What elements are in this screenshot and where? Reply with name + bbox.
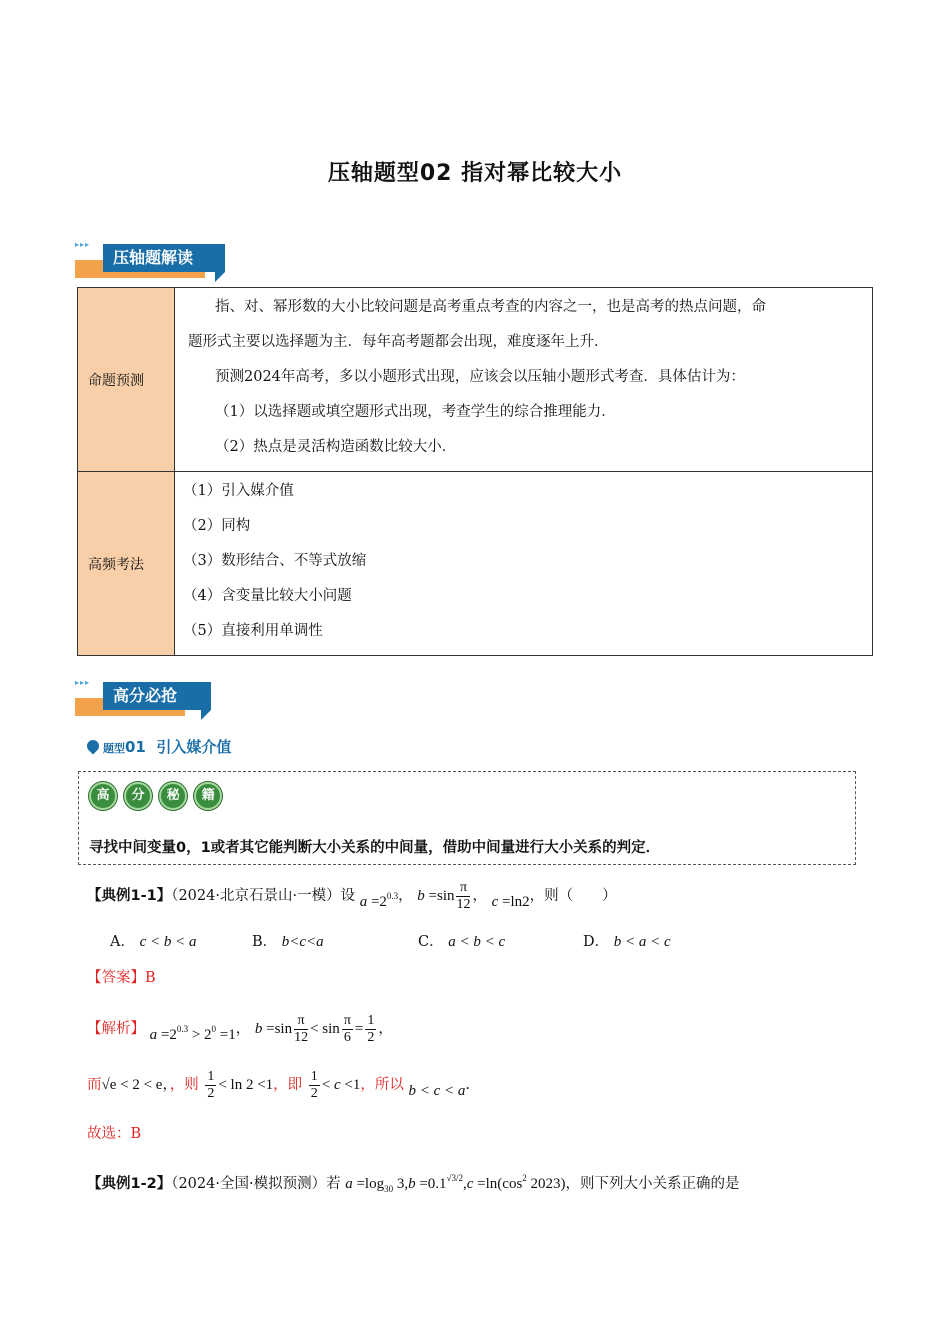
badge-char: 秘 bbox=[159, 782, 187, 810]
example-1-2-question: 【典例1-2】（2024·全国·模拟预测）若 $a =\log_{30}$ $3,b =0.1^{√3/2},c =\ln(\cos^2$ 2023)，则下列大小关系正确的是 bbox=[87, 1173, 740, 1194]
tip-badges bbox=[89, 782, 224, 810]
choose-line: 故选：B bbox=[87, 1126, 142, 1142]
option-c: C． a < b < c bbox=[418, 934, 506, 950]
section-banner-score bbox=[75, 678, 220, 722]
option-a: A． c < b < a bbox=[110, 934, 197, 950]
badge-char: 籍 bbox=[194, 782, 222, 810]
option-b: B． b<c<a bbox=[252, 934, 324, 950]
badge-char: 分 bbox=[124, 782, 152, 810]
banner-label: 高分必抢 bbox=[103, 682, 211, 710]
option-d: D． b < a < c bbox=[583, 934, 671, 950]
section-heading: 题型01 引入媒介值 bbox=[87, 736, 231, 757]
analysis-line-2: 而√e < 2 < e，，则 $\frac{1}{2}$ < ln 2 <1，即 $\frac{1}{2}$ < c <1，所以 b < c < a. bbox=[87, 1069, 471, 1102]
prediction-content: 指、对、幂形数的大小比较问题是高考重点考查的内容之一，也是高考的热点问题，命 题形式主要以选择题为主．每年高考题都会出现，难度逐年上升． 预测2024年高考，多以小题形式出现，应该会以压轴小题形式考查．具体估计为： （1）以选择题或填空题形式出现，考查学生的综合推理能力． （2）热点是灵活构造函数比较大小． bbox=[175, 288, 873, 472]
page-title: 压轴题型02 指对幂比较大小 bbox=[327, 161, 623, 186]
row-label-methods: 高频考法 bbox=[78, 472, 175, 656]
analysis-line-1: 【解析】 $a =2^{0.3} > 2^0 =1$， b =sin $\frac{\pi}{12}$ < sin $\frac{\pi}{6}$ = $\frac{1}{2}$ ， bbox=[87, 1013, 393, 1046]
example-1-1-question: 【典例1-1】（2024·北京石景山·一模）设 $a =2^{0.3}$， b =sin $\frac{\pi}{12}$ ， c =ln2，则（ ） bbox=[87, 880, 617, 913]
row-label-prediction: 命题预测 bbox=[78, 288, 175, 472]
map-pin-icon bbox=[85, 738, 102, 755]
info-table bbox=[77, 287, 873, 656]
badge-char: 高 bbox=[89, 782, 117, 810]
section-banner-interpretation bbox=[75, 240, 235, 284]
methods-content: （1）引入媒介值 （2）同构 （3）数形结合、不等式放缩 （4）含变量比较大小问题 （5）直接利用单调性 bbox=[175, 472, 873, 656]
tip-text: 寻找中间变量0，1或者其它能判断大小关系的中间量，借助中间量进行大小关系的判定． bbox=[89, 840, 661, 856]
arrows-icon: ▸▸▸ bbox=[75, 240, 91, 249]
answer: 【答案】B bbox=[87, 970, 156, 986]
arrows-icon: ▸▸▸ bbox=[75, 678, 91, 687]
banner-label: 压轴题解读 bbox=[103, 244, 225, 272]
tip-box bbox=[78, 771, 856, 865]
